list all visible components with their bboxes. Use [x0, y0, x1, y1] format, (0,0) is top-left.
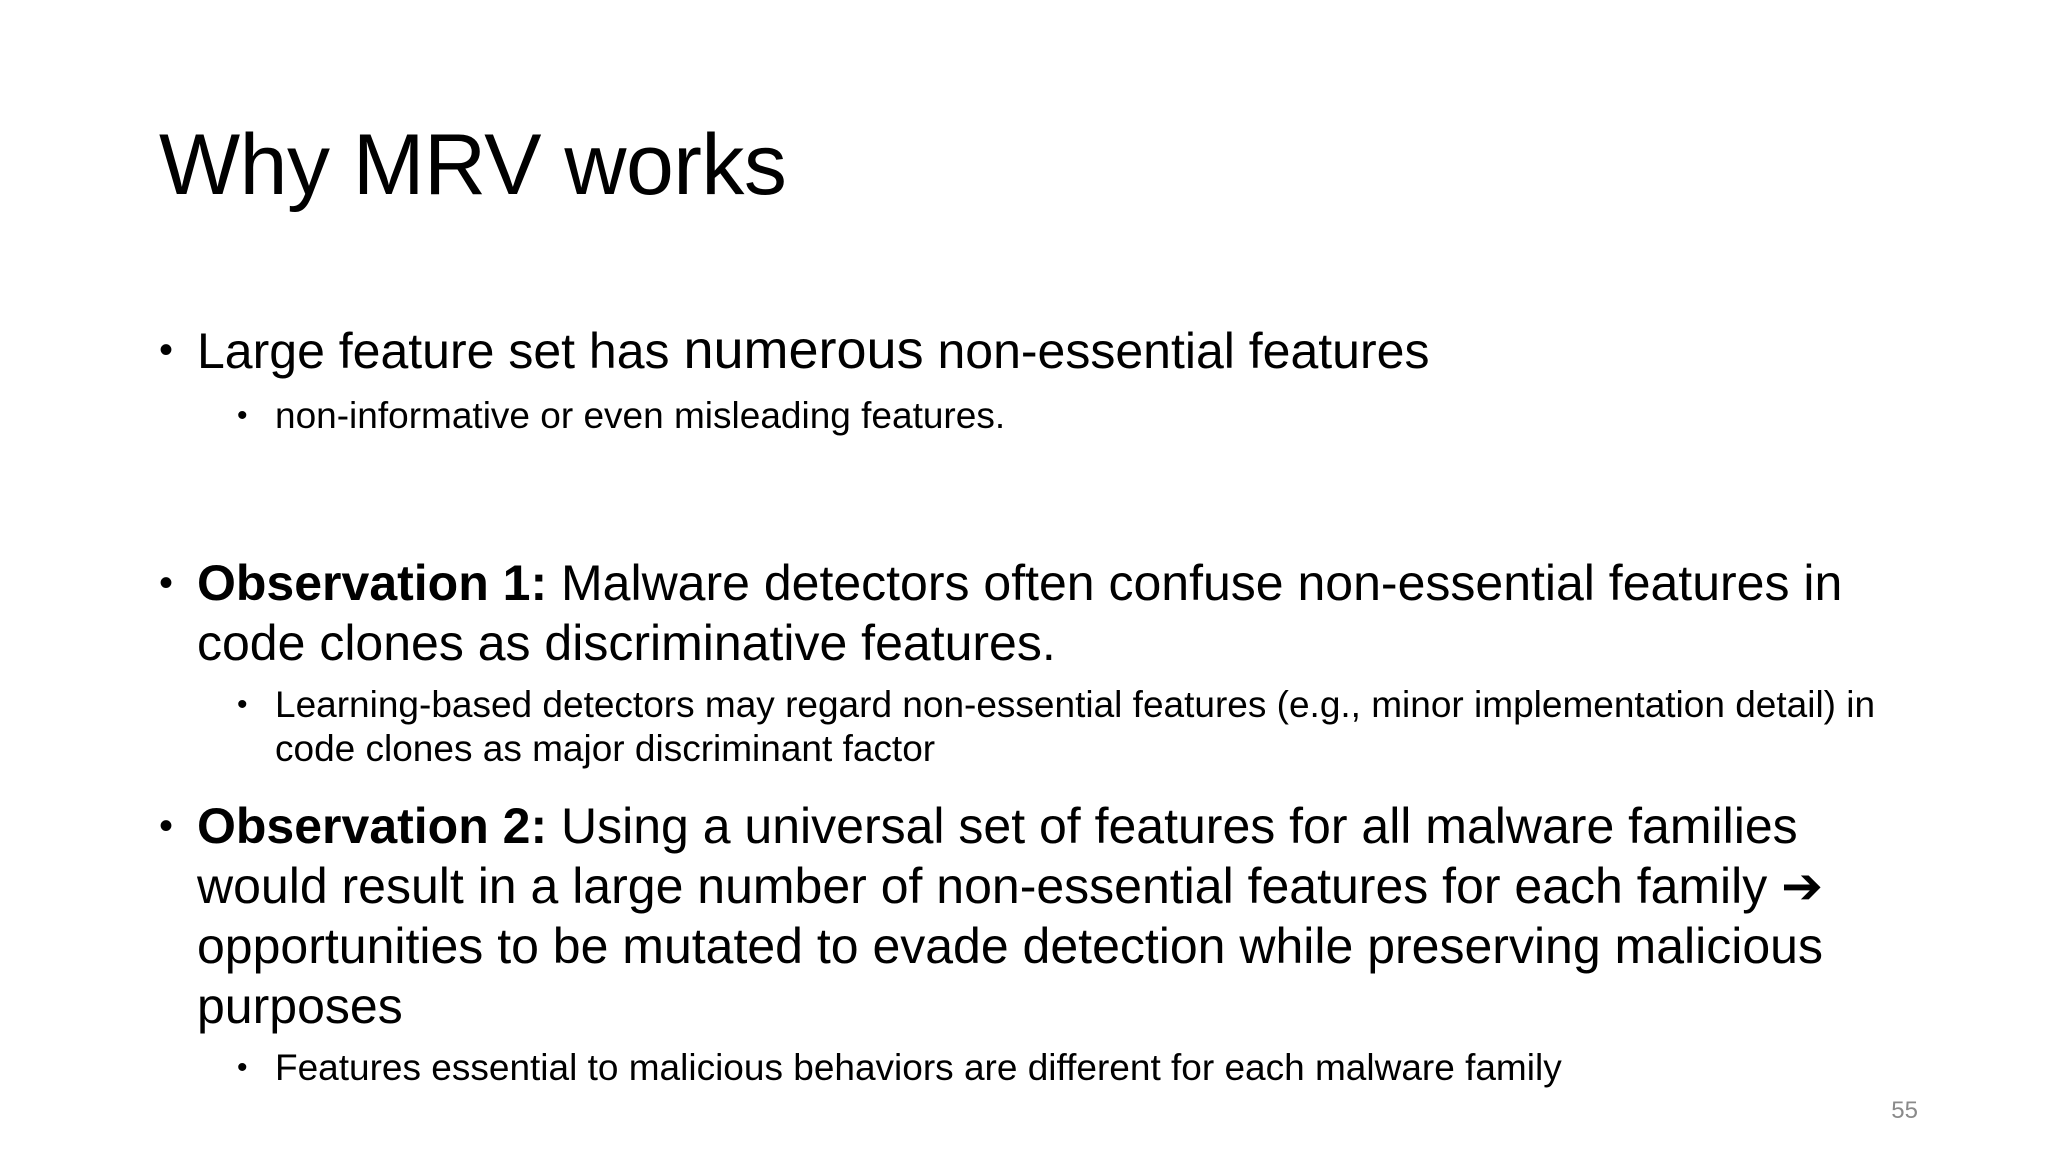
observation-2-label: Observation 2: [197, 798, 548, 854]
observation-1-text: Malware detectors often confuse non-essential features in code clones as discriminative features. [197, 555, 1843, 671]
bullet-dot-icon: • [159, 561, 174, 605]
sub-bullet-features-essential [237, 1046, 1917, 1090]
bullet-dot-icon: • [237, 399, 248, 432]
bullet-dot-icon: • [237, 688, 248, 721]
bullet-observation-1 [159, 553, 1919, 673]
observation-1-label: Observation 1: [197, 555, 548, 611]
bullet-dot-icon: • [237, 1051, 248, 1084]
bullet-observation-2 [159, 796, 1919, 1036]
page-number: 55 [1891, 1097, 1918, 1124]
sub-bullet-learning-based [237, 683, 1917, 771]
bullet-text-post: non-essential features [923, 323, 1430, 379]
bullet-text [197, 320, 1919, 381]
right-arrow-icon: ➔ [1781, 858, 1824, 914]
sub-bullet-text: Features essential to malicious behaviors are different for each malware family [275, 1047, 1562, 1088]
bullet-dot-icon: • [159, 328, 174, 372]
bullet-text-pre: Large feature set has [197, 323, 684, 379]
bullet-text [197, 796, 1919, 1036]
sub-bullet-non-informative [237, 394, 1917, 438]
sub-bullet-text: non-informative or even misleading features. [275, 395, 1006, 436]
observation-2-text-after: opportunities to be mutated to evade detection while preserving malicious purposes [197, 918, 1823, 1034]
bullet-text [197, 553, 1919, 673]
bullet-large-feature-set [159, 320, 1919, 381]
slide-title: Why MRV works [159, 117, 787, 213]
observation-2-text: Using a universal set of features for all malware families would result in a large number of non-essential features for each family [197, 798, 1798, 914]
bullet-dot-icon: • [159, 804, 174, 848]
sub-bullet-text: Learning-based detectors may regard non-essential features (e.g., minor implementation detail) in code clones as major discriminant factor [275, 684, 1876, 769]
bullet-text-emphasis: numerous [683, 320, 924, 380]
